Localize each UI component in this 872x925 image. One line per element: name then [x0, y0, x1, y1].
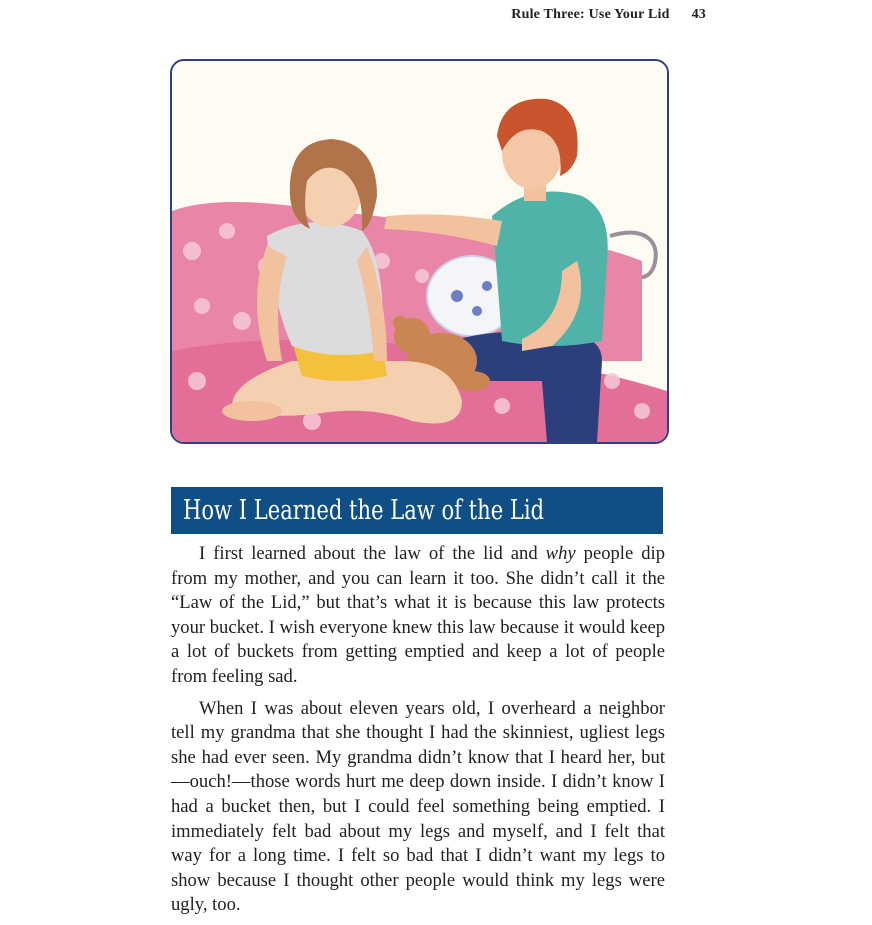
paragraph-2: When I was about eleven years old, I overheard a neighbor tell my grandma that she thought I had the skinniest, ugliest legs she had ever seen. My grandma didn’t know that I heard her, but—ouch!—those words hurt me deep down inside. I didn’t know I had a bucket then, but I could feel something being emptied. I immediately felt bad about my legs and myself, and I felt that way for a long time. I felt so bad that I didn’t want my legs to show because I thought other people would think my legs were ugly, too. — [171, 697, 665, 916]
illustration — [170, 59, 669, 444]
paragraph-1 — [171, 542, 665, 690]
paragraph-1-end: people dip from my mother, and you can learn it too. She didn’t call it the “Law of the Lid,” but that’s what it is because this law protects your bucket. I wish everyone knew this law because it would keep a lot of buckets from getting emptied and keep a lot of people from feeling sad. — [171, 543, 665, 687]
page-number: 43 — [691, 7, 706, 22]
section-heading-text: How I Learned the Law of the Lid — [183, 495, 545, 526]
section-heading — [171, 487, 663, 534]
chapter-title: Rule Three: Use Your Lid — [511, 7, 670, 22]
illustration-drawing — [172, 61, 667, 442]
running-head — [511, 7, 706, 23]
paragraph-1-start: I first learned about the law of the lid and — [199, 543, 546, 564]
paragraph-1-emphasis: why — [545, 543, 576, 564]
body-text — [171, 542, 665, 925]
